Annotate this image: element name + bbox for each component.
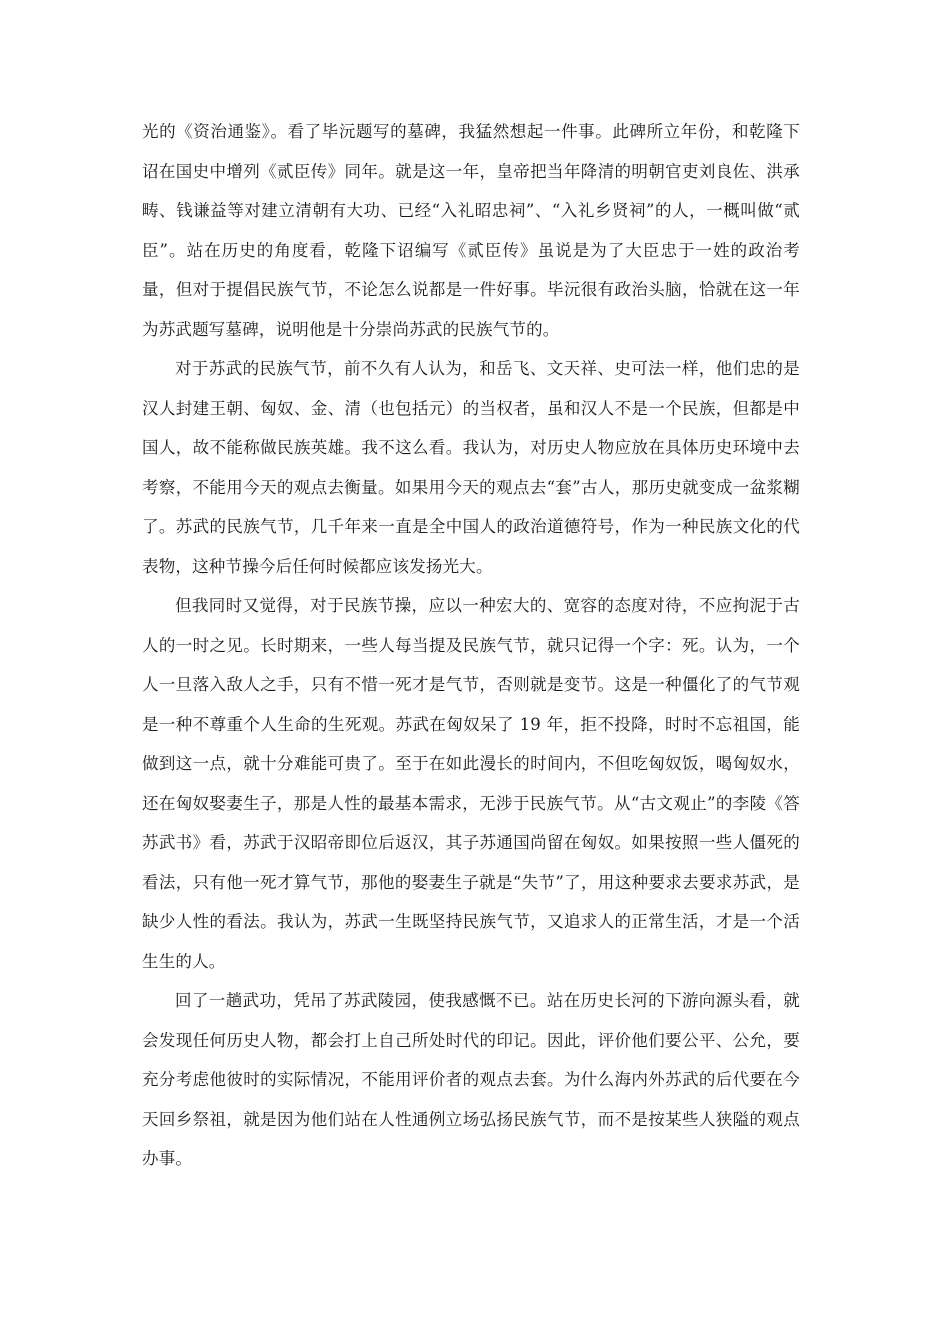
paragraph-4: 回了一趟武功，凭吊了苏武陵园，使我感慨不已。站在历史长河的下游向源头看，就会发现任何历史人物，都会打上自己所处时代的印记。因此，评价他们要公平、公允，要充分考虑他彼时的实际情况，不能用评价者的观点去套。为什么海内外苏武的后代要在今天回乡祭祖，就是因为他们站在人性通例立场弘扬民族气节，而不是按某些人狭隘的观点办事。 <box>142 991 800 1168</box>
paragraph-1: 光的《资治通鉴》。看了毕沅题写的墓碑，我猛然想起一件事。此碑所立年份，和乾隆下诏在国史中增列《贰臣传》同年。就是这一年，皇帝把当年降清的明朝官吏刘良佐、洪承畴、钱谦益等对建立清朝有大功、已经“入礼昭忠祠”、“入礼乡贤祠”的人，一概叫做“贰臣”。站在历史的角度看，乾隆下诏编写《贰臣传》虽说是为了大臣忠于一姓的政治考量，但对于提倡民族气节，不论怎么说都是一件好事。毕沅很有政治头脑，恰就在这一年为苏武题写墓碑，说明他是十分崇尚苏武的民族气节的。 <box>142 122 800 339</box>
paragraph-2: 对于苏武的民族气节，前不久有人认为，和岳飞、文天祥、史可法一样，他们忠的是汉人封建王朝、匈奴、金、清（也包括元）的当权者，虽和汉人不是一个民族，但都是中国人，故不能称做民族英雄。我不这么看。我认为，对历史人物应放在具体历史环境中去考察，不能用今天的观点去衡量。如果用今天的观点去“套”古人，那历史就变成一盆浆糊了。苏武的民族气节，几千年来一直是全中国人的政治道德符号，作为一种民族文化的代表物，这种节操今后任何时候都应该发扬光大。 <box>142 359 800 576</box>
paragraph-3: 但我同时又觉得，对于民族节操，应以一种宏大的、宽容的态度对待，不应拘泥于古人的一时之见。长时期来，一些人每当提及民族气节，就只记得一个字：死。认为，一个人一旦落入敌人之手，只有不惜一死才是气节，否则就是变节。这是一种僵化了的气节观是一种不尊重个人生命的生死观。苏武在匈奴呆了 19 年，拒不投降，时时不忘祖国，能做到这一点，就十分难能可贵了。至于在如此漫长的时间内，不但吃匈奴饭，喝匈奴水，还在匈奴娶妻生子，那是人性的最基本需求，无涉于民族气节。从“古文观止”的李陵《答苏武书》看，苏武于汉昭帝即位后返汉，其子苏通国尚留在匈奴。如果按照一些人僵死的看法，只有他一死才算气节，那他的娶妻生子就是“失节”了，用这种要求去要求苏武，是缺少人性的看法。我认为，苏武一生既坚持民族气节，又追求人的正常生活，才是一个活生生的人。 <box>142 596 800 971</box>
